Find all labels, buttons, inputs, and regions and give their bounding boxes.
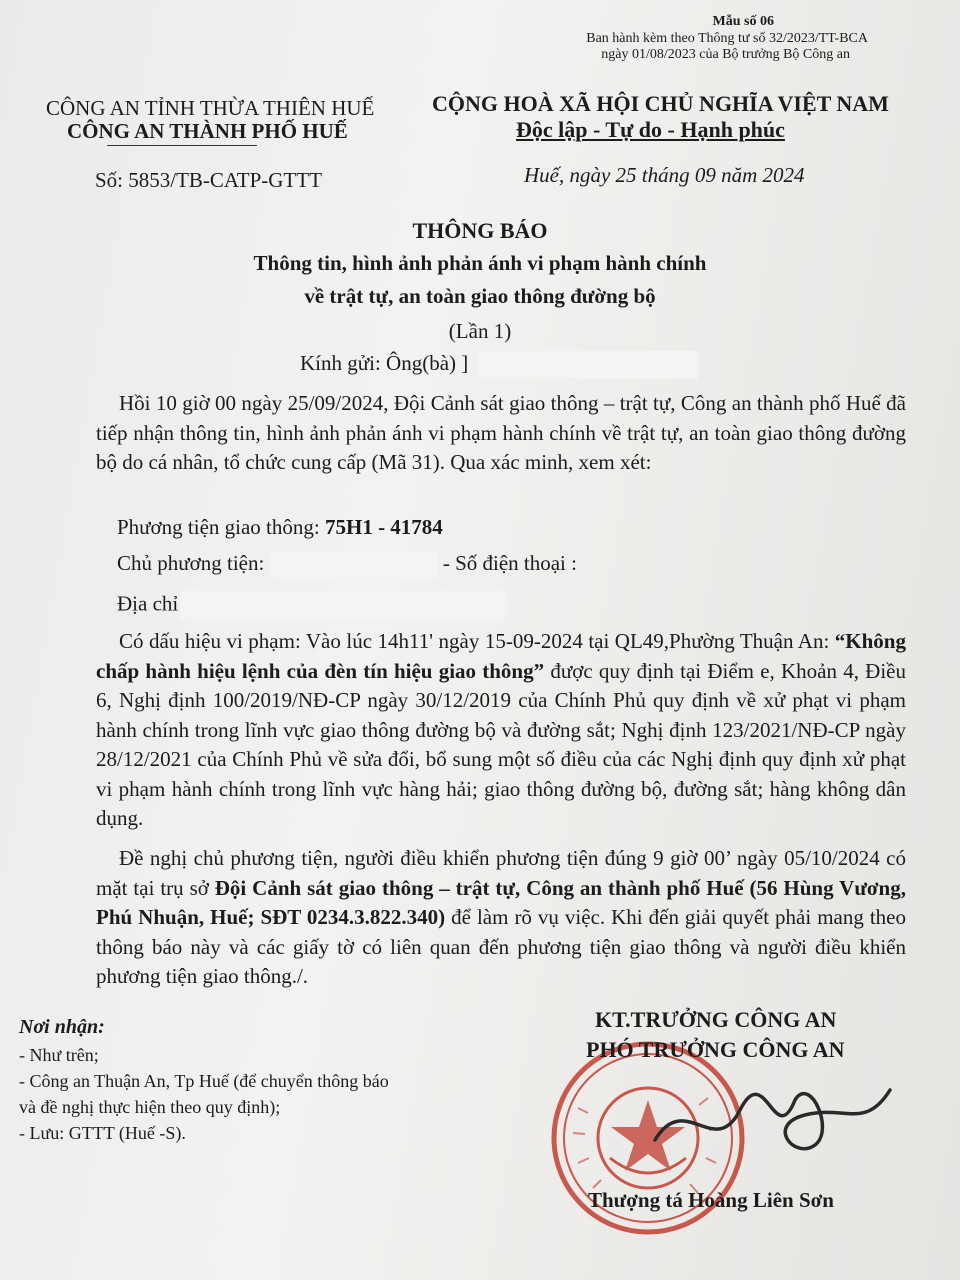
vehicle-label: Phương tiện giao thông: bbox=[117, 515, 325, 539]
request-outro: để làm rõ vụ việc. Khi đến giải quyết phải mang theo thông báo này và các giấy tờ có liên quan đến phương tiện giao thông và người điều khiển phương tiện giao thông./. bbox=[96, 905, 907, 988]
signer-name: Thượng tá Hoàng Liên Sơn bbox=[588, 1188, 834, 1212]
agency-line2 bbox=[67, 119, 348, 144]
redacted-address bbox=[180, 591, 505, 620]
recipient-item: - Lưu: GTTT (Huế -S). bbox=[19, 1123, 186, 1143]
violation-paragraph bbox=[96, 627, 906, 834]
violation-legal-basis: được quy định tại Điểm e, Khoản 4, Điều 6, Nghị định 100/2019/NĐ-CP ngày 30/12/2019 của Chính Phủ quy định về xử phạt vi phạm hành chính trong lĩnh vực giao thông đường bộ và đường sắt; Nghị định 123/2021/NĐ-CP ngày 28/12/2021 của Chính Phủ về sửa đổi, bổ sung một số điều của các Nghị định quy định xử phạt vi phạm hành chính trong lĩnh vực hàng hải; giao thông đường bộ, đường sắt; hàng không dân dụng. bbox=[96, 658, 906, 830]
request-paragraph bbox=[96, 844, 906, 992]
recipient-item: - Như trên; bbox=[19, 1045, 99, 1065]
notice-title: THÔNG BÁO bbox=[412, 218, 548, 243]
request-office: Đội Cảnh sát giao thông – trật tự, Công an thành phố Huế (56 Hùng Vương, Phú Nhuận, Huế; SĐT 0234.3.822.340) bbox=[96, 875, 906, 929]
vehicle-line bbox=[117, 515, 443, 540]
country-line1: CỘNG HOÀ XÃ HỘI CHỦ NGHĨA VIỆT NAM bbox=[432, 91, 889, 116]
notice-subtitle-2: về trật tự, an toàn giao thông đường bộ bbox=[304, 284, 656, 308]
recipient-item: - Công an Thuận An, Tp Huế (để chuyển thông báo bbox=[19, 1071, 389, 1091]
notice-subtitle-1: Thông tin, hình ảnh phản ánh vi phạm hành chính bbox=[253, 251, 707, 275]
redacted-owner bbox=[270, 552, 438, 579]
form-issued-line1: Ban hành kèm theo Thông tư số 32/2023/TT-BCA bbox=[586, 31, 868, 46]
violation-act: “Không chấp hành hiệu lệnh của đèn tín hiệu giao thông” bbox=[96, 629, 906, 683]
intro-paragraph: Hồi 10 giờ 00 ngày 25/09/2024, Đội Cảnh sát giao thông – trật tự, Công an thành phố Huế đã tiếp nhận thông tin, hình ảnh phản ánh vi phạm hành chính về trật tự, an toàn giao thông đường bộ do cá nhân, tổ chức cung cấp (Mã 31). Qua xác minh, xem xét: bbox=[96, 391, 906, 474]
address-line bbox=[117, 591, 505, 620]
agency-line2-text: CÔNG AN THÀNH PHỐ HUẾ bbox=[67, 119, 348, 143]
signature-title-line2: PHÓ TRƯỞNG CÔNG AN bbox=[586, 1037, 845, 1062]
violation-intro: Có dấu hiệu vi phạm: Vào lúc 14h11' ngày 15-09-2024 tại QL49,Phường Thuận An: bbox=[119, 629, 835, 653]
request-intro: Đề nghị chủ phương tiện, người điều khiển phương tiện đúng 9 giờ 00’ ngày 05/10/2024 có mặt tại trụ sở bbox=[96, 846, 906, 900]
vehicle-plate: 75H1 - 41784 bbox=[324, 515, 443, 539]
recipient-line bbox=[300, 351, 698, 379]
country-motto: Độc lập - Tự do - Hạnh phúc bbox=[516, 117, 785, 142]
recipient-label: Kính gửi: Ông(bà) ] bbox=[300, 351, 469, 375]
notice-times: (Lần 1) bbox=[448, 319, 512, 343]
agency-line1: CÔNG AN TỈNH THỪA THIÊN HUẾ bbox=[46, 96, 375, 120]
form-issued-line2: ngày 01/08/2023 của Bộ trưởng Bộ Công an bbox=[601, 47, 850, 62]
recipients-title: Nơi nhận: bbox=[19, 1016, 105, 1038]
owner-line bbox=[117, 551, 577, 579]
form-number: Mẫu số 06 bbox=[712, 14, 774, 29]
redacted-name bbox=[478, 351, 698, 379]
document-number: Số: 5853/TB-CATP-GTTT bbox=[95, 168, 322, 192]
owner-label: Chủ phương tiện: bbox=[117, 551, 270, 575]
phone-label: - Số điện thoại : bbox=[437, 551, 577, 575]
agency-underline bbox=[107, 145, 257, 146]
recipient-item: và đề nghị thực hiện theo quy định); bbox=[19, 1097, 281, 1117]
document-date: Huế, ngày 25 tháng 09 năm 2024 bbox=[524, 163, 805, 187]
handwritten-signature-icon bbox=[645, 1070, 895, 1180]
address-label: Địa chỉ bbox=[117, 591, 179, 616]
signature-title-line1: KT.TRƯỞNG CÔNG AN bbox=[595, 1007, 837, 1032]
